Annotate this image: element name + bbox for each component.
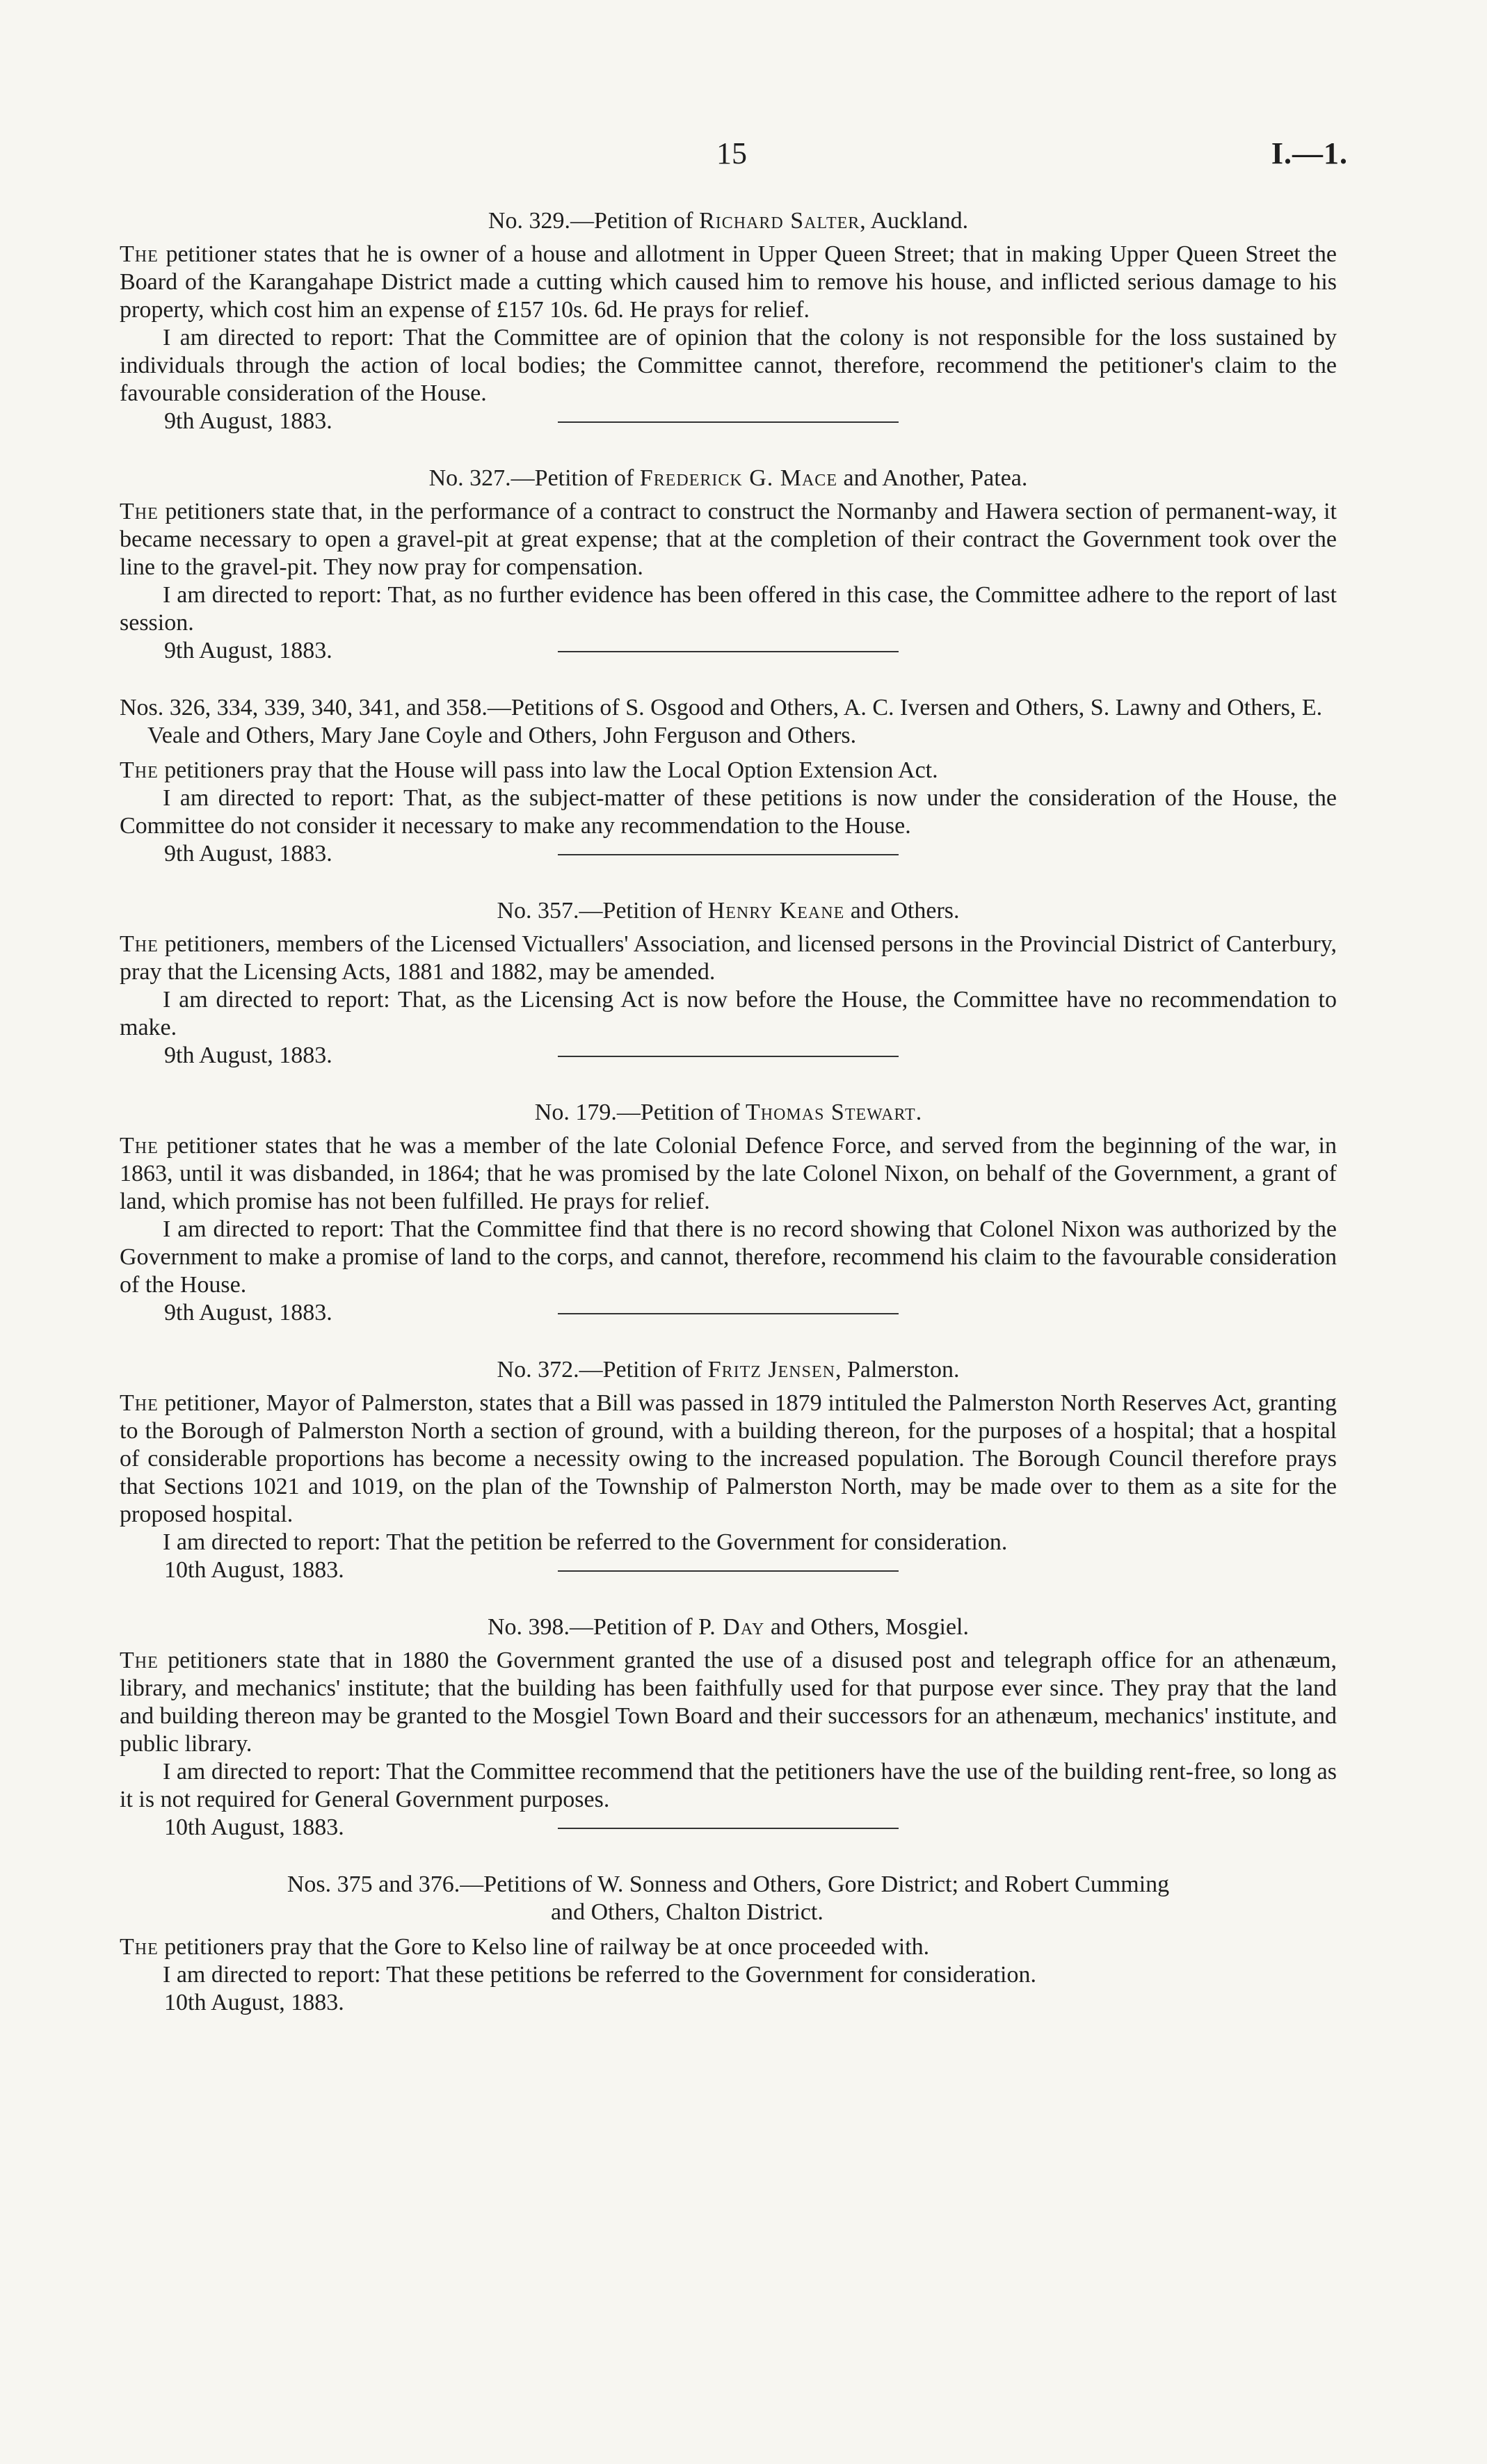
petition-summary: The petitioners state that, in the performance of a contract to construct the Normanby and Hawera section of permanent-way, it became necessary to open a gravel-pit at great expense; that at the completion of their contract the Government took over the line to the gravel-pit. They now pray for compensation. [120,499,1337,580]
petition-entry [120,207,1337,434]
petition-title: No. 398.—Petition of P. Day and Others, Mosgiel. [487,1614,969,1640]
petition-entry [120,897,1337,1068]
page-number: 15 [716,136,747,170]
section-divider [558,1828,899,1829]
report-date: 9th August, 1883. [164,1042,332,1068]
report-date: 9th August, 1883. [164,408,332,434]
section-divider [558,1056,899,1057]
petition-summary: The petitioners, members of the Licensed Victuallers' Association, and licensed persons in the Provincial District of Canterbury, pray that the Licensing Acts, 1881 and 1882, may be amended. [120,931,1337,985]
committee-report: I am directed to report: That the Committee recommend that the petitioners have the use of the building rent-free, so long as it is not required for General Government purposes. [120,1759,1337,1812]
report-date: 9th August, 1883. [164,841,332,867]
petition-title: No. 357.—Petition of Henry Keane and Others. [497,898,960,924]
petition-entry [120,1871,1337,2017]
petitioner-name: Henry Keane [707,898,845,924]
petition-entry [120,1099,1337,1326]
petition-title: Nos. 326, 334, 339, 340, 341, and 358.—Petitions of S. Osgood and Others, A. C. Iversen and Others, S. Lawny and Others, E. Veale and Others, Mary Jane Coyle and Others, John Ferguson and Others. [120,695,1323,748]
committee-report: I am directed to report: That, as the Licensing Act is now before the House, the Committee have no recommendation to make. [120,987,1337,1040]
petition-title: No. 179.—Petition of Thomas Stewart. [534,1100,922,1125]
petition-summary: The petitioner states that he is owner of a house and allotment in Upper Queen Street; that in making Upper Queen Street the Board of the Karangahape District made a cutting which caused him to remove his house, and inflicted serious damage to his property, which cost him an expense of £157 10s. 6d. He prays for relief. [120,241,1337,323]
report-date: 10th August, 1883. [164,1990,344,2015]
petition-summary: The petitioners state that in 1880 the Government granted the use of a disused post and telegraph office for an athenæum, library, and mechanics' institute; that the building has been faithfully used for that purpose ever since. They pray that the land and building thereon may be granted to the Mosgiel Town Board and their successors for an athenæum, mechanics' institute, and public library. [120,1648,1337,1757]
committee-report: I am directed to report: That the Committee find that there is no record showing that Colonel Nixon was authorized by the Government to make a promise of land to the corps, and cannot, therefore, recommend his claim to the favourable consideration of the House. [120,1216,1337,1298]
report-date: 10th August, 1883. [164,1557,344,1583]
petitions-list [120,207,1337,2017]
section-divider [558,1570,899,1572]
report-date: 9th August, 1883. [164,1300,332,1326]
page-header [0,136,1487,177]
petition-title: No. 372.—Petition of Fritz Jensen, Palmerston. [497,1357,960,1383]
petition-summary: The petitioner, Mayor of Palmerston, states that a Bill was passed in 1879 intituled the Palmerston North Reserves Act, granting to the Borough of Palmerston North a section of ground, with a building thereon, for the purposes of a hospital; that a hospital of considerable proportions has become a necessity owing to the increased population. The Borough Council therefore prays that Sections 1021 and 1019, on the plan of the Township of Palmerston North, may be made over to them as a site for the proposed hospital. [120,1390,1337,1527]
section-divider [558,421,899,423]
petitioner-name: P. Day [698,1614,765,1640]
petition-summary: The petitioner states that he was a member of the late Colonial Defence Force, and served from the beginning of the war, in 1863, until it was disbanded, in 1864; that he was promised by the late Colonel Nixon, on behalf of the Government, a grant of land, which promise has not been fulfilled. He prays for relief. [120,1133,1337,1214]
petition-title: No. 329.—Petition of Richard Salter, Auckland. [488,208,969,234]
petition-entry [120,1356,1337,1583]
petitioner-name: Fritz Jensen [707,1357,835,1383]
petition-summary: The petitioners pray that the House will pass into law the Local Option Extension Act. [120,757,938,783]
report-date: 10th August, 1883. [164,1814,344,1840]
committee-report: I am directed to report: That, as no further evidence has been offered in this case, the Committee adhere to the report of last session. [120,582,1337,636]
report-date: 9th August, 1883. [164,638,332,663]
document-reference: I.—1. [1271,136,1348,170]
petition-entry [120,1613,1337,1840]
committee-report: I am directed to report: That, as the subject-matter of these petitions is now under the consideration of the House, the Committee do not consider it necessary to make any recommendation to the House. [120,785,1337,839]
committee-report: I am directed to report: That the petition be referred to the Government for consideration. [163,1529,1008,1555]
petition-title: Nos. 375 and 376.—Petitions of W. Sonness and Others, Gore District; and Robert Cumming and Others, Chalton District. [287,1871,1170,1925]
committee-report: I am directed to report: That these petitions be referred to the Government for consideration. [163,1962,1036,1988]
section-divider [558,854,899,855]
petitioner-name: Frederick G. Mace [639,465,837,491]
petitioner-name: Thomas Stewart [745,1100,916,1125]
section-divider [558,651,899,652]
section-divider [558,1313,899,1314]
petition-entry [120,465,1337,663]
petition-summary: The petitioners pray that the Gore to Kelso line of railway be at once proceeded with. [120,1934,930,1960]
petition-entry [120,694,1337,867]
petition-title: No. 327.—Petition of Frederick G. Mace and Another, Patea. [428,465,1028,491]
committee-report: I am directed to report: That the Committee are of opinion that the colony is not responsible for the loss sustained by individuals through the action of local bodies; the Committee cannot, therefore, recommend the petitioner's claim to the favourable consideration of the House. [120,325,1337,406]
petitioner-name: Richard Salter [699,208,860,234]
